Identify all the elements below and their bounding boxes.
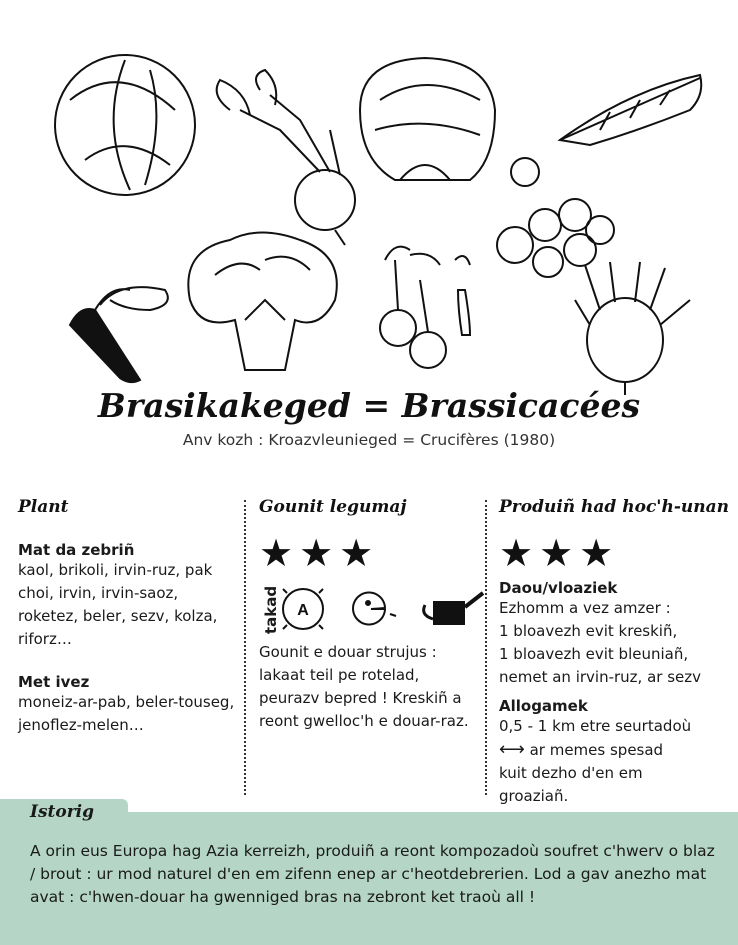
seed-heading: Produiñ had hoc'h-unan — [499, 497, 730, 517]
grow-rating — [259, 533, 481, 573]
kohlrabi-icon — [575, 262, 690, 395]
also-label: Met ivez — [18, 673, 90, 691]
cycle-text-line: Ezhomm a vez amzer : — [499, 599, 671, 617]
allogamy-text-line: 0,5 - 1 km etre seurtadoù — [499, 717, 692, 735]
also-text: moneiz-ar-pab, beler-touseg, jenoflez-melen… — [18, 693, 235, 734]
radish-icon — [380, 247, 470, 368]
star-icon: ★ — [579, 531, 614, 575]
cauliflower-icon — [360, 58, 539, 186]
plant-column — [18, 497, 240, 737]
kale-icon — [560, 75, 701, 145]
allogamy-text-line: kuit dezho d'en em — [499, 764, 643, 782]
vegetable-illustrations — [0, 0, 738, 395]
watering-can-icon — [424, 593, 483, 625]
brussels-sprouts-icon — [497, 199, 614, 277]
grow-column — [259, 497, 481, 733]
takad-label: takad — [262, 585, 281, 635]
column-divider — [485, 500, 487, 795]
seed-rating — [499, 533, 731, 573]
beet-icon — [217, 70, 355, 245]
allogamy-text-line: groaziañ. — [499, 787, 569, 805]
plant-heading: Plant — [18, 497, 69, 517]
seed-column — [499, 497, 731, 808]
carrot-icon — [70, 287, 168, 382]
star-icon: ★ — [259, 531, 294, 575]
allogamy-label: Allogamek — [499, 697, 588, 715]
good-to-eat-label: Mat da zebriñ — [18, 541, 135, 559]
grow-text: Gounit e douar strujus : lakaat teil pe rotelad, peurazv bepred ! Kreskiñ a reont gwelloc'h e douar-raz. — [259, 643, 469, 730]
good-to-eat-text: kaol, brikoli, irvin-ruz, pak choi, irvin, irvin-saoz, roketez, beler, sezv, kolza, riforz… — [18, 561, 218, 648]
star-icon: ★ — [499, 531, 534, 575]
history-text: A orin eus Europa hag Azia kerreizh, produiñ a reont kompozadoù soufret c'hwerv o blaz / brout : ur mod naturel d'en em zifenn enep ar c'heotdebrerien. Lod a gav anezho mat avat : c'hwen-douar ha gwenniged bras na zebront ket traoù all ! — [30, 842, 715, 906]
cycle-text-line: nemet an irvin-ruz, ar sezv — [499, 668, 701, 686]
star-icon: ★ — [339, 531, 374, 575]
history-heading: Istorig — [30, 802, 95, 822]
cycle-label: Daou/vloaziek — [499, 579, 618, 597]
rotation-icons — [275, 579, 485, 639]
cabbage-icon — [55, 55, 195, 195]
cycle-text-line: 1 bloavezh evit kreskiñ, — [499, 622, 678, 640]
star-icon: ★ — [299, 531, 334, 575]
broccoli-icon — [188, 233, 336, 371]
cycle-text-line: 1 bloavezh evit bleuniañ, — [499, 645, 689, 663]
page-title: Brasikakeged = Brassicacées — [97, 386, 641, 425]
star-icon: ★ — [539, 531, 574, 575]
page-subtitle: Anv kozh : Kroazvleunieged = Crucifères (1980) — [182, 431, 556, 449]
allogamy-text-line — [499, 738, 731, 762]
pest-icon — [353, 593, 396, 625]
double-arrow-icon: ⟷ — [499, 739, 525, 760]
crop-icons — [259, 579, 481, 639]
rotation-letter: A — [297, 602, 309, 619]
grow-heading: Gounit legumaj — [259, 497, 407, 517]
column-divider — [244, 500, 246, 795]
allogamy-text-line: ar memes spesad — [529, 741, 664, 759]
